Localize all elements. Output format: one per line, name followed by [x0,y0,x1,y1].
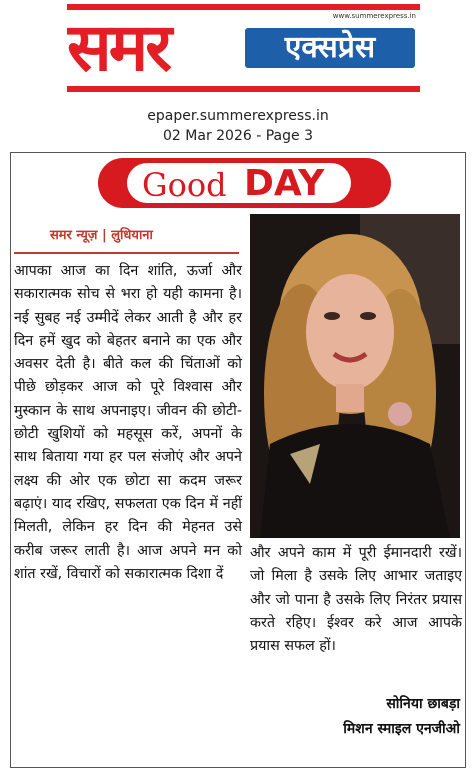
signature-name: सोनिया छाबड़ा [386,696,460,712]
edition-date-page: 02 Mar 2026 - Page 3 [163,128,313,144]
masthead-name-right: एक्सप्रेस [245,28,415,68]
article-body-right: और अपने काम में पूरी ईमानदारी रखें। जो मिला है उसके लिए आभार जताइए और जो पाना है उसके लिए निरंतर प्रयास करते रहिए। ईश्वर करे आज आपके प्रयास सफल हों। [250,545,462,655]
byline-rule [14,252,239,254]
byline: समर न्यूज़ | लुधियाना [50,228,153,243]
banner-word-day: DAY [244,163,325,204]
portrait-photo [250,214,460,538]
signature-org: मिशन स्माइल एनजीओ [343,721,460,737]
masthead-url: www.summerexpress.in [332,12,416,20]
masthead-name-left: समर [67,10,170,86]
masthead-bottom-rule [67,86,420,92]
article-body-left: आपका आज का दिन शांति, ऊर्जा और सकारात्मक सोच से भरा हो यही कामना है। नई सुबह नई उम्मीदें लेकर आती है और हर दिन हमें खुद को बेहतर बनाने का एक और अवसर देती है। बीते कल की चिंताओं को पीछे छोड़कर आज को पूरे विश्वास और मुस्कान के साथ अपनाइए। जीवन की छोटी-छोटी खुशियों को महसूस करें, अपनों के साथ बिताया गया हर पल संजोएं और अपने लक्ष्य की ओर एक छोटा सा कदम जरूर बढ़ाएं। याद रखिए, सफलता एक दिन में नहीं मिलती, लेकिन हर दिन की मेहनत उसे करीब जरूर लाती है। आज अपने मन को शांत रखें, विचारों को सकारात्मक दिशा दें [14,263,242,582]
portrait-photo-icon [250,214,460,538]
banner-word-good: Good [142,166,227,204]
edition-site: epaper.summerexpress.in [147,108,329,124]
masthead-logo [67,4,420,92]
